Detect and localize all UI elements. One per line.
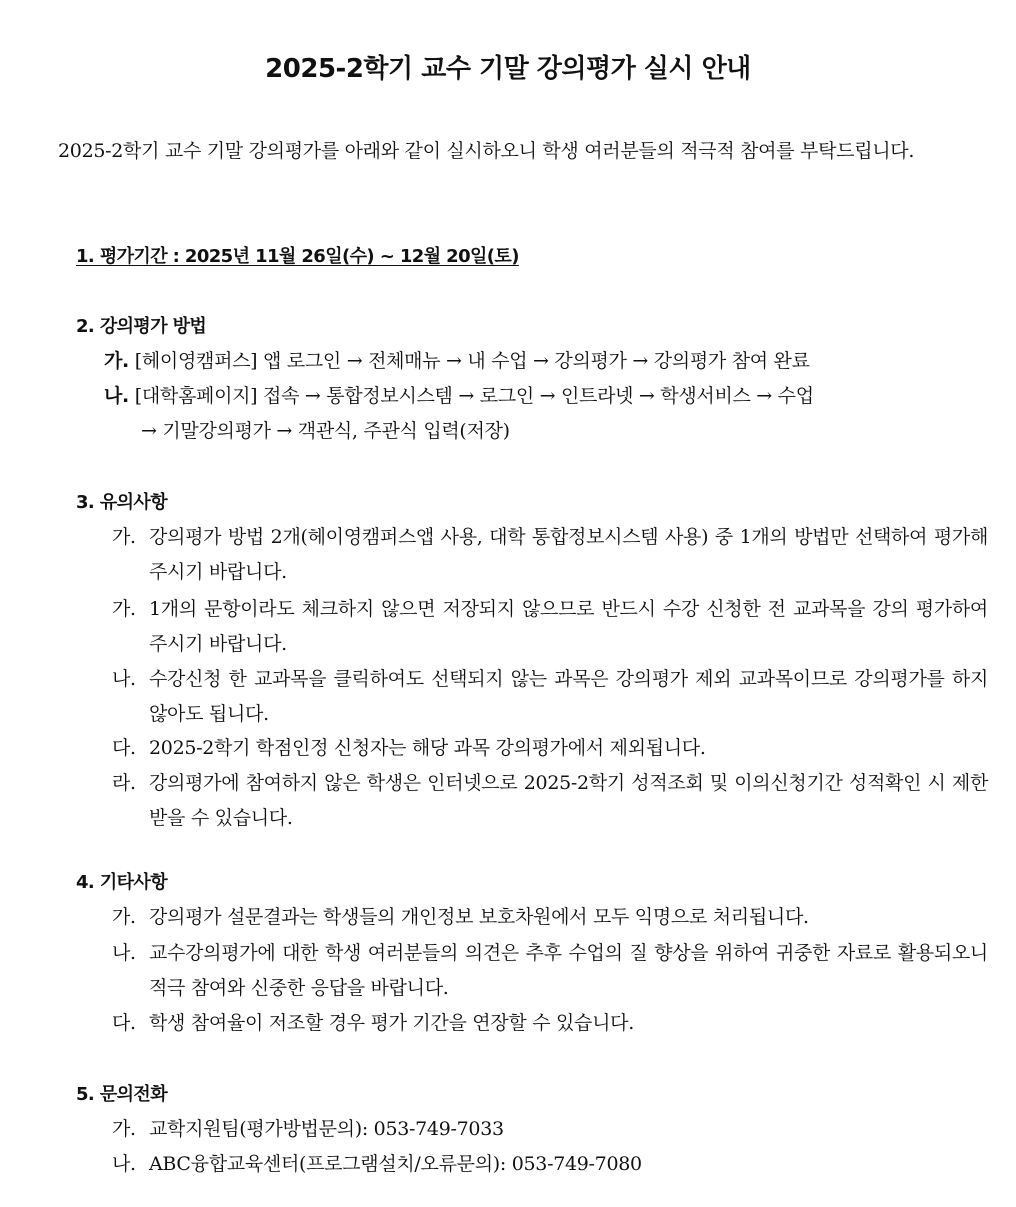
method-item	[104, 348, 810, 374]
notes-item-marker: 나.	[112, 668, 136, 690]
etc-item	[112, 1006, 988, 1041]
etc-item-marker: 다.	[112, 1012, 136, 1034]
notes-item	[112, 766, 988, 836]
notes-item-marker: 라.	[112, 772, 136, 794]
section-method-heading: 2. 강의평가 방법	[76, 316, 207, 337]
contact-item	[112, 1147, 988, 1182]
etc-item	[112, 936, 988, 1006]
document-title: 2025-2학기 교수 기말 강의평가 실시 안내	[265, 54, 751, 84]
notes-item-marker: 가.	[112, 598, 136, 620]
notes-item-text: 1개의 문항이라도 체크하지 않으면 저장되지 않으므로 반드시 수강 신청한 전 교과목을 강의 평가하여 주시기 바랍니다.	[149, 598, 988, 655]
notes-item-text: 수강신청 한 교과목을 클릭하여도 선택되지 않는 과목은 강의평가 제외 교과목이므로 강의평가를 하지 않아도 됩니다.	[149, 668, 988, 725]
contact-item-marker: 나.	[112, 1153, 136, 1175]
method-item-marker: 가.	[104, 350, 129, 372]
method-item-continuation: → 기말강의평가 → 객관식, 주관식 입력(저장)	[141, 420, 510, 442]
section-notes-heading: 3. 유의사항	[76, 492, 167, 513]
method-item-text: [대학홈페이지] 접속 → 통합정보시스템 → 로그인 → 인트라넷 → 학생서비스 → 수업	[134, 385, 814, 407]
etc-item-text: 학생 참여율이 저조할 경우 평가 기간을 연장할 수 있습니다.	[149, 1012, 634, 1034]
notes-item-marker: 다.	[112, 737, 136, 759]
section-etc-heading: 4. 기타사항	[76, 872, 167, 893]
notes-item	[112, 520, 988, 590]
notes-item-text: 강의평가에 참여하지 않은 학생은 인터넷으로 2025-2학기 성적조회 및 이의신청기간 성적확인 시 제한받을 수 있습니다.	[149, 772, 988, 829]
etc-item-marker: 나.	[112, 942, 136, 964]
notes-item	[112, 731, 988, 766]
notes-item-marker: 가.	[112, 526, 136, 548]
method-item-text: [헤이영캠퍼스] 앱 로그인 → 전체매뉴 → 내 수업 → 강의평가 → 강의평가 참여 완료	[134, 350, 810, 372]
method-item	[104, 383, 814, 409]
contact-item	[112, 1112, 988, 1147]
notes-item-text: 2025-2학기 학점인정 신청자는 해당 과목 강의평가에서 제외됩니다.	[149, 737, 706, 759]
intro-paragraph: 2025-2학기 교수 기말 강의평가를 아래와 같이 실시하오니 학생 여러분들의 적극적 참여를 부탁드립니다.	[58, 140, 915, 162]
section-contact-heading: 5. 문의전화	[76, 1084, 167, 1105]
notes-item	[112, 592, 988, 662]
method-item-marker: 나.	[104, 385, 129, 407]
contact-item-marker: 가.	[112, 1118, 136, 1140]
etc-item	[112, 900, 988, 935]
section-period-heading: 1. 평가기간 : 2025년 11월 26일(수) ~ 12월 20일(토)	[76, 246, 519, 267]
notes-item	[112, 662, 988, 732]
contact-item-text: ABC융합교육센터(프로그램설치/오류문의): 053-749-7080	[149, 1153, 642, 1175]
notes-item-text: 강의평가 방법 2개(헤이영캠퍼스앱 사용, 대학 통합정보시스템 사용) 중 1개의 방법만 선택하여 평가해주시기 바랍니다.	[149, 526, 988, 583]
etc-item-text: 강의평가 설문결과는 학생들의 개인정보 보호차원에서 모두 익명으로 처리됩니다.	[149, 906, 809, 928]
etc-item-marker: 가.	[112, 906, 136, 928]
etc-item-text: 교수강의평가에 대한 학생 여러분들의 의견은 추후 수업의 질 향상을 위하여 귀중한 자료로 활용되오니 적극 참여와 신중한 응답을 바랍니다.	[149, 942, 988, 999]
contact-item-text: 교학지원팀(평가방법문의): 053-749-7033	[149, 1118, 504, 1140]
